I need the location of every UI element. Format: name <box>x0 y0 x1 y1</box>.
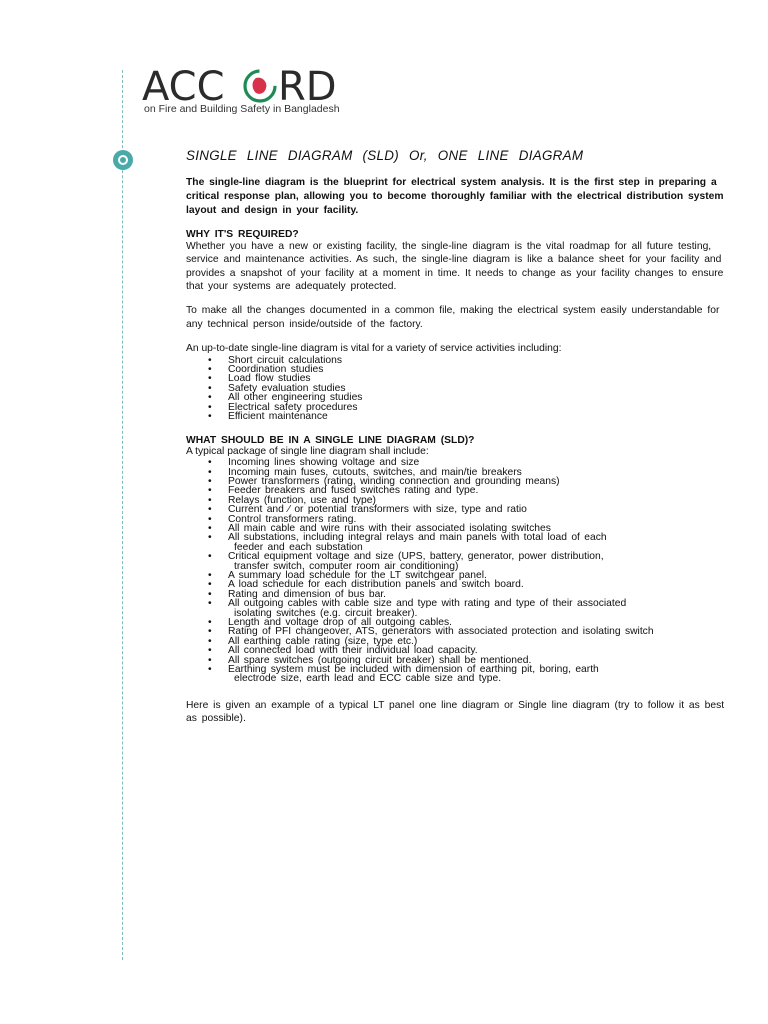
intro-paragraph: The single-line diagram is the blueprint for electrical system analysis. It is the first step in preparing a critical response plan, allowing you to become thoroughly familiar with the electrical distribution system layout and design in your facility. <box>186 176 724 216</box>
what-list-item-continuation: feeder and each substation <box>234 541 363 553</box>
what-list-item-text: All earthing cable rating (size, type etc.) <box>228 635 418 647</box>
accord-logo <box>142 66 342 120</box>
document-title: SINGLE LINE DIAGRAM (SLD) Or, ONE LINE DIAGRAM <box>186 148 584 163</box>
what-list-item-text: Rating of PFI changeover, ATS, generators with associated protection and isolating switch <box>228 626 654 638</box>
why-bullet-list <box>186 356 736 422</box>
why-heading: WHY IT'S REQUIRED? <box>186 228 299 240</box>
why-paragraph-2: To make all the changes documented in a common file, making the electrical system easily understandable for any technical person inside/outside of the factory. <box>186 305 720 330</box>
why-list-item: • Short circuit calculations <box>208 356 736 365</box>
section-marker-icon <box>113 150 133 170</box>
what-list-item-text: All main cable and wire runs with their associated isolating switches <box>228 522 551 534</box>
what-list-item <box>208 552 736 571</box>
what-list-item-continuation: isolating switches (e.g. circuit breaker). <box>234 607 418 619</box>
what-list-item-continuation: transfer switch, computer room air conditioning) <box>234 560 459 572</box>
why-paragraph-1: Whether you have a new or existing facility, the single-line diagram is the vital roadmap for all future testing, service and maintenance activities. As such, the single-line diagram is like a balance sheet for your facility and provides a snapshot of your facility at a moment in time. It needs to change as your facility changes to ensure that your systems are adequately protected. <box>186 241 724 293</box>
what-list-item-text: Earthing system must be included with dimension of earthing pit, boring, earth <box>228 664 599 676</box>
logo-part-right: RD <box>278 66 337 106</box>
why-list-item: • Load flow studies <box>208 374 736 383</box>
what-list-item-text: All substations, including integral relays and main panels with total load of each <box>228 532 607 544</box>
what-list-item <box>208 665 736 684</box>
why-list-item: • Coordination studies <box>208 365 736 374</box>
document-body <box>186 146 736 726</box>
why-list-item: • Electrical safety procedures <box>208 403 736 412</box>
why-list-item: • Safety evaluation studies <box>208 384 736 393</box>
what-list-item-text: All outgoing cables with cable size and type with rating and type of their associated <box>228 598 627 610</box>
what-lead: A typical package of single line diagram shall include: <box>186 446 429 458</box>
accord-logo-wordmark <box>142 66 342 106</box>
why-paragraph-3: An up-to-date single-line diagram is vital for a variety of service activities including: <box>186 343 562 355</box>
what-list-item-text: Relays (function, use and type) <box>228 494 376 506</box>
logo-part-left: ACC <box>142 66 225 106</box>
what-list-item-continuation: electrode size, earth lead and ECC cable size and type. <box>234 673 502 685</box>
what-list-item-text: All spare switches (outgoing circuit breaker) shall be mentioned. <box>228 654 532 666</box>
closing-paragraph: Here is given an example of a typical LT panel one line diagram or Single line diagram (try to follow it as best as possible). <box>186 699 725 725</box>
what-list-item-text: All connected load with their individual load capacity. <box>228 645 478 657</box>
why-list-item: • All other engineering studies <box>208 393 736 402</box>
what-bullet-list <box>186 458 736 684</box>
what-list-item-text: Incoming lines showing voltage and size <box>228 457 420 469</box>
what-list-item <box>208 599 736 618</box>
what-list-item <box>208 533 736 552</box>
what-list-item-text: Critical equipment voltage and size (UPS, battery, generator, power distribution, <box>228 551 604 563</box>
bangladesh-emblem-icon <box>245 71 275 101</box>
side-dashed-rule <box>122 70 123 960</box>
what-list-item-text: Current and ⁄ or potential transformers with size, type and ratio <box>228 504 527 516</box>
what-list-item-text: Control transformers rating. <box>228 513 357 525</box>
what-list-item-text: Power transformers (rating, winding connection and grounding means) <box>228 475 560 487</box>
what-list-item-text: Incoming main fuses, cutouts, switches, and main/tie breakers <box>228 466 522 478</box>
what-list-item-text: Length and voltage drop of all outgoing cables. <box>228 617 453 629</box>
what-list-item-text: A load schedule for each distribution panels and switch board. <box>228 579 524 591</box>
what-list-item-text: A summary load schedule for the LT switchgear panel. <box>228 569 487 581</box>
what-list-item-text: Rating and dimension of bus bar. <box>228 588 387 600</box>
what-list-item-text: Feeder breakers and fused switches rating and type. <box>228 485 479 497</box>
logo-tagline: on Fire and Building Safety in Bangladesh <box>144 103 340 115</box>
why-list-item: • Efficient maintenance <box>208 412 736 421</box>
what-heading: WHAT SHOULD BE IN A SINGLE LINE DIAGRAM (SLD)? <box>186 434 475 446</box>
